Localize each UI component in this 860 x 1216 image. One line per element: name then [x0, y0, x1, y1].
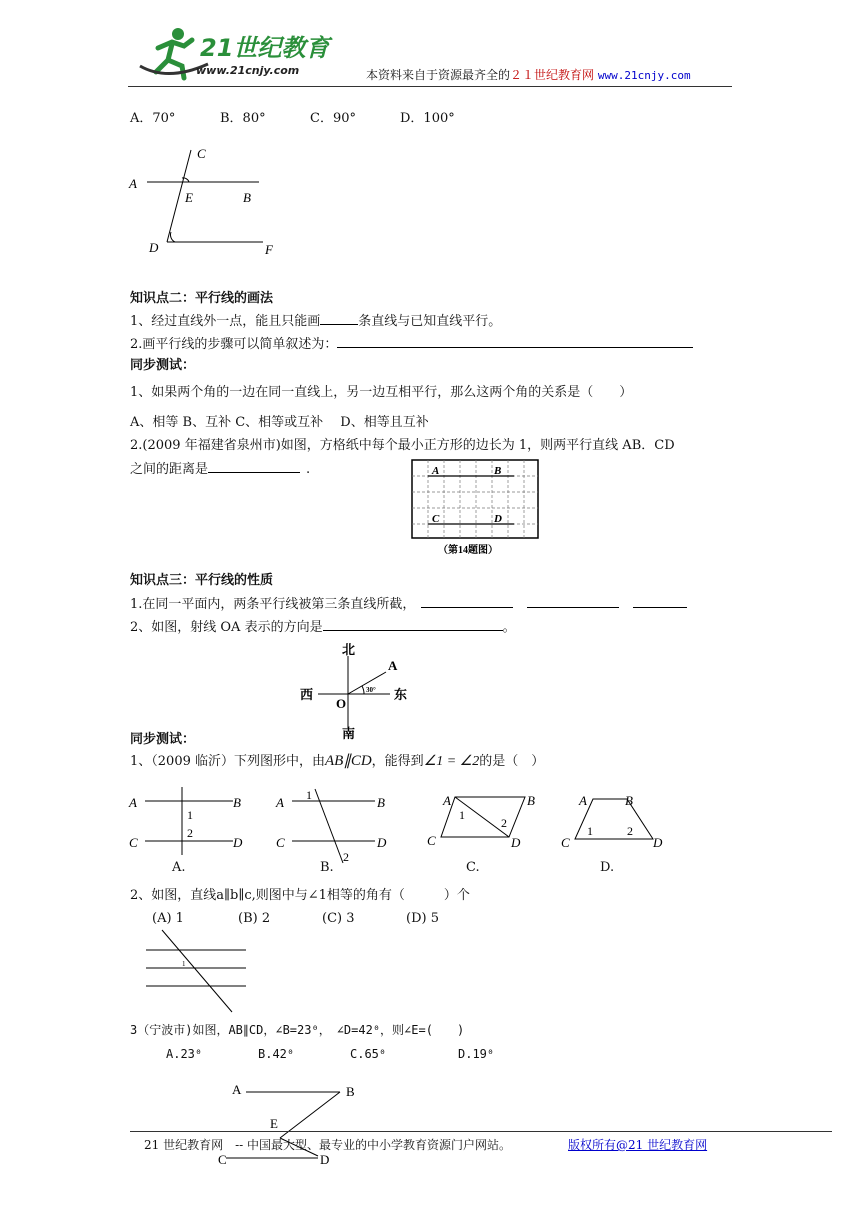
- fig1-label-a: A: [129, 176, 137, 191]
- blank-steps[interactable]: [337, 335, 693, 348]
- header-source-prefix: 本资料来自于资源最齐全的: [366, 68, 511, 82]
- svg-text:2: 2: [501, 816, 507, 830]
- q0-option-c: C．90°: [310, 111, 356, 126]
- q0-option-b: B．80°: [220, 111, 266, 126]
- svg-text:A: A: [129, 795, 137, 810]
- header-source-site[interactable]: ２１世纪教育网: [510, 68, 595, 82]
- svg-text:A: A: [232, 1082, 242, 1097]
- sync2-q3-options: [166, 1045, 494, 1063]
- section3-item2-end: 。: [502, 620, 516, 635]
- sync2-q1-suffix: 的是（ ）: [479, 754, 545, 769]
- q2-option-a: (A) 1: [152, 911, 184, 926]
- svg-text:A: A: [443, 793, 451, 808]
- sync2-q2: 2、如图，直线a∥b∥c,则图中与∠1相等的角有（ ）个: [130, 888, 470, 903]
- svg-text:A: A: [579, 793, 587, 808]
- svg-text:1: 1: [187, 808, 193, 822]
- sync1-q2-end: .: [306, 462, 311, 477]
- grid-label-c: C: [432, 513, 440, 525]
- svg-text:C: C: [561, 835, 570, 850]
- q3-option-b: B.42⁰: [258, 1047, 295, 1061]
- footer-rule: [130, 1131, 832, 1132]
- fig1-label-c: C: [197, 146, 206, 161]
- q2-option-d: (D) 5: [406, 911, 439, 926]
- compass-south: 南: [342, 726, 356, 741]
- compass-ray-label: A: [388, 658, 398, 673]
- grid-label-d: D: [494, 513, 502, 525]
- header-source-url[interactable]: www.21cnjy.com: [597, 69, 691, 82]
- choice-label-b[interactable]: B.: [320, 860, 334, 875]
- header-source: [366, 66, 691, 85]
- logo-url: www.21cnjy.com: [196, 64, 300, 77]
- sync2-q1-angles: ∠1 = ∠2: [423, 754, 480, 769]
- header-rule: [128, 86, 732, 87]
- svg-text:B: B: [377, 795, 385, 810]
- blank-a[interactable]: [421, 595, 513, 608]
- svg-text:2: 2: [343, 850, 349, 864]
- q0-option-a: A．70°: [130, 111, 176, 126]
- footer-copyright-link[interactable]: 版权所有@21 世纪教育网: [568, 1138, 708, 1152]
- grid-label-a: A: [432, 465, 440, 477]
- figure-parallel-lines-1: [125, 140, 295, 260]
- fig1-label-b: B: [243, 190, 251, 205]
- svg-text:C: C: [276, 835, 285, 850]
- compass-west: 西: [300, 687, 314, 702]
- sync1-q2-line2-text: 之间的距离是: [130, 462, 209, 477]
- svg-text:C: C: [427, 833, 436, 848]
- section2-item1-tail: 条直线与已知直线平行。: [358, 314, 502, 329]
- choice-d-figure: [561, 793, 663, 850]
- choice-a-figure: [128, 787, 243, 855]
- q2-option-c: (C) 3: [322, 911, 355, 926]
- svg-text:C: C: [129, 835, 138, 850]
- svg-text:1: 1: [306, 788, 312, 802]
- choice-label-c[interactable]: C.: [466, 860, 480, 875]
- svg-text:1: 1: [459, 808, 465, 822]
- sync1-q1: 1、如果两个角的一边在同一直线上，另一边互相平行，那么这两个角的关系是（ ）: [130, 385, 633, 400]
- sync2-q2-options: [152, 910, 439, 928]
- svg-text:D: D: [511, 835, 521, 850]
- q3-option-c: C.65⁰: [350, 1047, 387, 1061]
- q3-option-a: A.23⁰: [166, 1047, 203, 1061]
- header-logo: [138, 20, 338, 82]
- grid-caption: （第14题图）: [438, 545, 498, 556]
- svg-text:1: 1: [182, 960, 186, 968]
- section3-title: 知识点三：平行线的性质: [130, 573, 274, 588]
- figure-three-parallels: [140, 928, 260, 1014]
- blank-c[interactable]: [633, 595, 687, 608]
- q0-options: [130, 110, 455, 128]
- svg-text:D: D: [377, 835, 387, 850]
- q2-option-b: (B) 2: [238, 911, 271, 926]
- sync2-q1-formula: AB∥CD: [325, 753, 372, 769]
- compass-north: 北: [342, 642, 356, 657]
- svg-text:C: C: [218, 1152, 227, 1167]
- blank-direction[interactable]: [323, 618, 503, 631]
- figure-compass: [294, 642, 414, 742]
- svg-text:2: 2: [627, 824, 633, 838]
- sync1-q2-line2: [130, 460, 310, 479]
- section3-item2-text: 2、如图，射线 OA 表示的方向是: [130, 620, 323, 635]
- figure-grid: [408, 458, 542, 558]
- svg-text:D: D: [653, 835, 663, 850]
- fig1-label-d: D: [149, 240, 159, 255]
- svg-text:2: 2: [187, 826, 193, 840]
- svg-text:1: 1: [587, 824, 593, 838]
- section2-title: 知识点二：平行线的画法: [130, 291, 274, 306]
- sync1-title: 同步测试：: [130, 358, 196, 373]
- footer-left: 21 世纪教育网 -- 中国最大型、最专业的中小学教育资源门户网站。: [144, 1138, 512, 1152]
- section2-item2-text: 2.画平行线的步骤可以简单叙述为：: [130, 337, 338, 352]
- svg-text:B: B: [527, 793, 535, 808]
- sync2-q1-prefix: 1、（2009 临沂）下列图形中，由: [130, 754, 325, 769]
- section3-item1: [130, 595, 687, 614]
- section3-item2: [130, 618, 516, 637]
- q0-option-d: D．100°: [400, 111, 455, 126]
- blank-distance[interactable]: [208, 460, 300, 473]
- sync2-q3: 3（宁波市)如图，AB∥CD，∠B=23⁰， ∠D=42⁰，则∠E=( ): [130, 1023, 465, 1037]
- figure-abcde: [214, 1078, 374, 1168]
- svg-text:E: E: [270, 1116, 278, 1131]
- svg-text:D: D: [320, 1152, 330, 1167]
- section2-item1: [130, 312, 501, 331]
- compass-origin: O: [336, 696, 347, 711]
- sync2-title: 同步测试：: [130, 732, 196, 747]
- fig1-label-e: E: [185, 190, 193, 205]
- choice-b-figure: [275, 788, 387, 864]
- section2-item1-text: 1、经过直线外一点，能且只能画: [130, 314, 321, 329]
- choice-label-a[interactable]: A.: [172, 860, 186, 875]
- section3-item1-text: 1.在同一平面内，两条平行线被第三条直线所截，: [130, 597, 416, 612]
- svg-text:B: B: [233, 795, 241, 810]
- sync2-q1-mid: ，能得到: [371, 754, 424, 769]
- svg-text:B: B: [625, 793, 633, 808]
- sync1-q1-options: A、相等 B、互补 C、相等或互补 D、相等且互补: [130, 415, 429, 430]
- choice-label-d[interactable]: D.: [600, 860, 615, 875]
- section2-item2: [130, 335, 693, 354]
- blank-b[interactable]: [527, 595, 619, 608]
- choice-c-figure: [427, 793, 535, 850]
- svg-text:D: D: [233, 835, 243, 850]
- logo-text: 21世纪教育: [200, 34, 330, 62]
- grid-label-b: B: [494, 465, 502, 477]
- compass-east: 东: [394, 687, 408, 702]
- q3-option-d: D.19⁰: [458, 1047, 495, 1061]
- svg-text:B: B: [346, 1084, 355, 1099]
- sync1-q2-line1: 2.(2009 年福建省泉州市)如图，方格纸中每个最小正方形的边长为 1，则两平行直线 AB．CD: [130, 438, 675, 453]
- blank-line-count[interactable]: [320, 312, 358, 325]
- fig1-label-f: F: [265, 242, 273, 257]
- compass-angle: 30°: [366, 686, 376, 694]
- sync2-q1: [130, 752, 544, 771]
- svg-text:A: A: [276, 795, 284, 810]
